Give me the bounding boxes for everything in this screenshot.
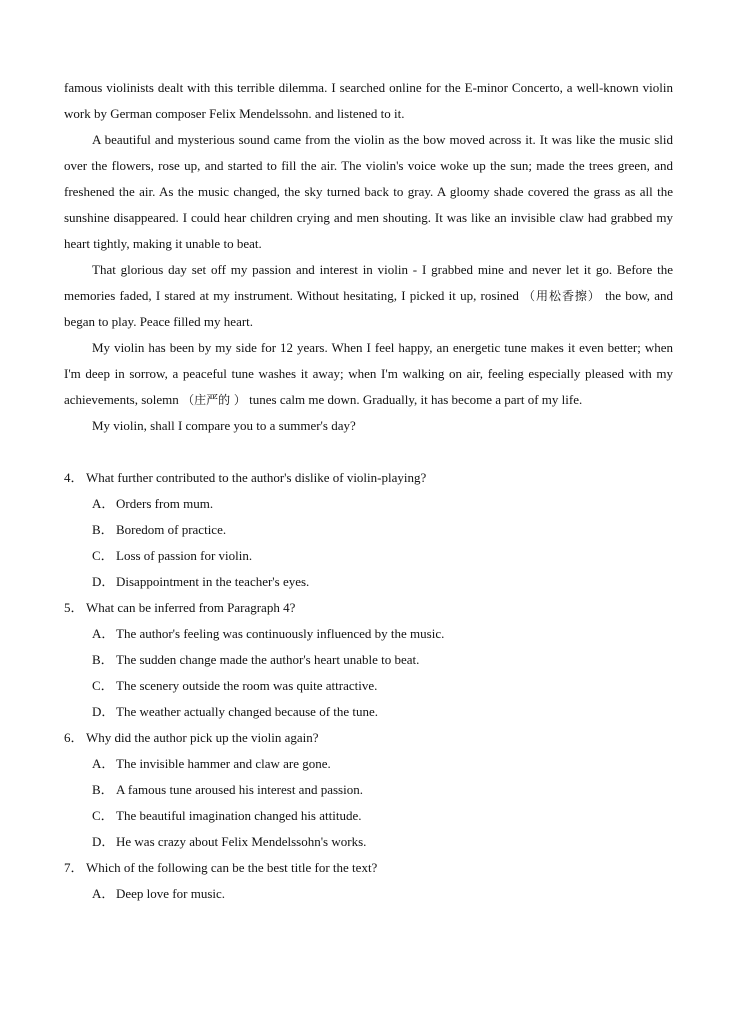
option-text: Disappointment in the teacher's eyes. (116, 574, 310, 589)
passage-paragraph-5: My violin, shall I compare you to a summer's day? (92, 418, 356, 433)
option-d (64, 699, 673, 725)
option-a (64, 621, 673, 647)
passage-paragraph-4 (64, 335, 673, 413)
option-label: B． (92, 652, 114, 667)
option-label: D． (92, 704, 115, 719)
option-text: The invisible hammer and claw are gone. (116, 756, 331, 771)
option-text: Deep love for music. (116, 886, 226, 901)
option-text: A famous tune aroused his interest and passion. (116, 782, 363, 797)
passage-paragraph-2: A beautiful and mysterious sound came from the violin as the bow moved across it. It was like the music slid over the flowers, rose up, and started to fill the air. The violin's voice woke up the sun; made the trees green, and freshened the air. As the music changed, the sky turned back to gray. A gloomy shade covered the grass as all the sunshine disappeared. I could hear children crying and men shouting. It was like an invisible claw had grabbed my heart tightly, making it unable to beat. (64, 132, 673, 251)
option-b (64, 647, 673, 673)
question-text: Which of the following can be the best title for the text? (86, 860, 378, 875)
option-label: A． (92, 496, 115, 511)
option-d (64, 569, 673, 595)
option-text: Loss of passion for violin. (116, 548, 253, 563)
option-text: He was crazy about Felix Mendelssohn's works. (116, 834, 367, 849)
option-label: A． (92, 886, 115, 901)
option-text: Orders from mum. (116, 496, 214, 511)
question-number: 7． (64, 860, 84, 875)
question-number: 4． (64, 470, 84, 485)
option-label: A． (92, 626, 115, 641)
option-text: Boredom of practice. (116, 522, 227, 537)
paragraph-4-chinese-note: （庄严的 ） (182, 393, 246, 407)
option-label: C． (92, 548, 114, 563)
question-number: 5． (64, 600, 84, 615)
option-d (64, 829, 673, 855)
option-a (64, 491, 673, 517)
question-6 (64, 725, 673, 855)
question-4 (64, 465, 673, 595)
option-text: The weather actually changed because of the tune. (116, 704, 379, 719)
option-c (64, 543, 673, 569)
question-7 (64, 855, 673, 907)
option-label: B． (92, 782, 114, 797)
passage-paragraph-1: famous violinists dealt with this terrible dilemma. I searched online for the E-minor Concerto, a well-known violin work by German composer Felix Mendelssohn. and listened to it. (64, 80, 673, 121)
option-c (64, 673, 673, 699)
option-a (64, 751, 673, 777)
option-label: D． (92, 834, 115, 849)
paragraph-3-chinese-note: （用松香擦） (523, 289, 601, 303)
question-stem (64, 595, 673, 621)
paragraph-3-text-b: the bow, and began to play. Peace filled my heart. (64, 288, 673, 329)
option-text: The scenery outside the room was quite attractive. (116, 678, 378, 693)
option-label: A． (92, 756, 115, 771)
option-b (64, 517, 673, 543)
document-page (64, 75, 673, 907)
option-a (64, 881, 673, 907)
option-text: The beautiful imagination changed his attitude. (116, 808, 362, 823)
question-text: What can be inferred from Paragraph 4? (86, 600, 296, 615)
option-label: C． (92, 808, 114, 823)
question-text: Why did the author pick up the violin again? (86, 730, 319, 745)
section-spacer (64, 439, 673, 465)
question-number: 6． (64, 730, 84, 745)
option-label: D． (92, 574, 115, 589)
question-stem (64, 465, 673, 491)
question-stem (64, 725, 673, 751)
option-b (64, 777, 673, 803)
question-stem (64, 855, 673, 881)
option-label: B． (92, 522, 114, 537)
option-text: The author's feeling was continuously influenced by the music. (116, 626, 445, 641)
option-text: The sudden change made the author's heart unable to beat. (116, 652, 420, 667)
paragraph-4-text-a: My violin has been by my side for 12 years. When I feel happy, an energetic tune makes it even better; when I'm deep in sorrow, a peaceful tune washes it away; when I'm walking on air, feeling especially pleased with my achievements, solemn (64, 340, 673, 407)
question-text: What further contributed to the author's dislike of violin-playing? (86, 470, 427, 485)
paragraph-4-text-b: tunes calm me down. Gradually, it has become a part of my life. (245, 392, 583, 407)
paragraph-3-text-a: That glorious day set off my passion and interest in violin - I grabbed mine and never let it go. Before the memories faded, I stared at my instrument. Without hesitating, I picked it up, rosined (64, 262, 673, 303)
question-5 (64, 595, 673, 725)
option-label: C． (92, 678, 114, 693)
passage-paragraph-3 (64, 257, 673, 335)
option-c (64, 803, 673, 829)
